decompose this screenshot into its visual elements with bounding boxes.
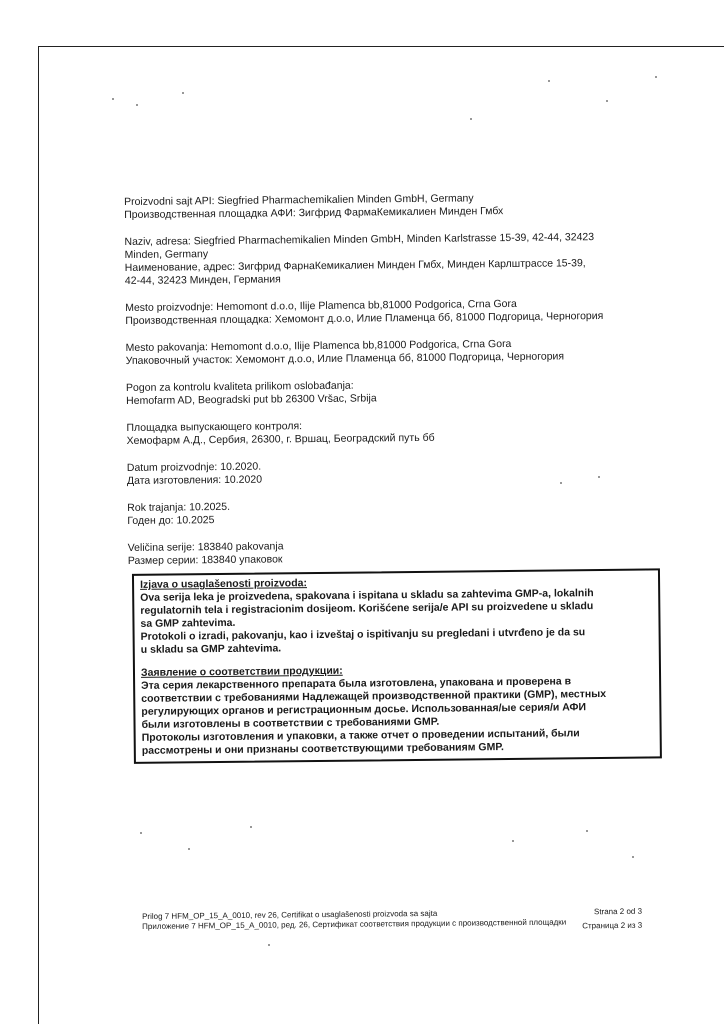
scan-speck (188, 848, 190, 850)
scan-speck (250, 826, 252, 828)
scan-speck (112, 98, 114, 100)
batch-size-sr: Veličina serije: 183840 pakovanja (127, 540, 284, 554)
page-edge-left (38, 46, 39, 1024)
statement-sr-title: Izjava o usaglašenosti proizvoda: (140, 577, 308, 591)
scan-speck (598, 476, 600, 478)
api-site-block (124, 190, 654, 222)
scan-speck (606, 100, 608, 102)
statement-ru-line: Протоколы изготовления и упаковки, а также отчет о проведении испытаний, были (141, 727, 580, 744)
qc-release-ru-block (126, 416, 656, 448)
footer-document-ref-ru: Приложение 7 HFM_OP_15_A_0010, ред. 26, Сертификат соответствия продукции с производственной площадки (142, 917, 567, 931)
statement-ru-line: были изготовлены в соответствии с требованиями GMP. (141, 715, 440, 731)
statement-ru-line: Эта серия лекарственного препарата была изготовлена, упакована и проверена в (141, 675, 572, 692)
scan-speck (548, 80, 550, 82)
qc-release-ru-value: Хемофарм А.Д., Сербия, 26300, г. Вршац, Београдский путь бб (126, 431, 435, 447)
scan-speck (136, 104, 138, 106)
batch-size-ru: Размер серии: 183840 упаковок (127, 553, 283, 567)
packaging-site-ru: Упаковочный участок: Хемомонт д.о.о, Илие Пламенца бб, 81000 Подгорица, Черногория (125, 350, 565, 367)
scan-speck (560, 482, 562, 484)
api-site-sr: Proizvodni sajt API: Siegfried Pharmachemikalien Minden GmbH, Germany (124, 192, 474, 208)
footer-page-number-ru: Страница 2 из 3 (582, 920, 643, 931)
statement-ru-title: Заявление о соответствии продукции: (140, 664, 343, 679)
qc-release-sr-block (126, 376, 656, 408)
api-address-ru-2: 42-44, 32423 Минден, Германия (124, 273, 281, 287)
scan-speck (586, 830, 588, 832)
production-date-ru: Дата изготовления: 10.2020 (126, 473, 263, 487)
statement-ru-line: регулирующих органов и регистрационным досье. Использованная/ые серия/и АФИ (141, 701, 587, 718)
packaging-site-block (126, 336, 656, 368)
page-footer (142, 907, 642, 932)
manufacturing-site-block (125, 296, 655, 328)
api-address-ru-1: Наименование, адрес: Зигфрид ФарнаКемикалиен Минден Гмбх, Минден Карлштрассе 15-39, (124, 257, 586, 274)
statement-sr-line: sa GMP zahtevima. (140, 616, 236, 630)
qc-release-sr-label: Pogon za kontrolu kvaliteta prilikom oslobađanja: (125, 379, 354, 394)
scan-speck (182, 92, 184, 94)
qc-release-ru-label: Площадка выпускающего контроля: (126, 420, 303, 434)
statement-sr-line: Protokoli o izradi, pakovanju, kao i izveštaj o ispitivanju su pregledani i utvrđeno je da su (140, 626, 586, 643)
scan-speck (632, 856, 634, 858)
scan-speck (470, 118, 472, 120)
page-edge-top (38, 46, 724, 47)
statement-sr-line: regulatornih tela i registracionim dosijeom. Korišćene serija/e API su proizvedene u skladu (140, 600, 594, 617)
api-address-block (124, 230, 655, 288)
statement-sr-line: Ova serija leka je proizvedena, spakovana i ispitana u skladu sa zahtevima GMP-a, lokalnih (140, 587, 594, 604)
conformity-statement-ru (141, 661, 654, 757)
batch-size-block (128, 536, 658, 568)
statement-sr-line: u skladu sa GMP zahtevima. (140, 642, 282, 656)
scan-speck (512, 840, 514, 842)
expiry-date-block (127, 496, 657, 528)
footer-document-ref-sr: Prilog 7 HFM_OP_15_A_0010, rev 26, Certifikat o usaglašenosti proizvoda sa sajta (142, 908, 438, 921)
conformity-statement-sr (140, 573, 653, 656)
expiry-date-sr: Rok trajanja: 10.2025. (127, 500, 231, 514)
document-body (124, 190, 660, 764)
statement-ru-line: рассмотрены и они признаны соответствующими требованиям GMP. (141, 741, 504, 757)
packaging-site-sr: Mesto pakovanja: Hemomont d.o.o, Ilije Plamenca bb,81000 Podgorica, Crna Gora (125, 337, 512, 354)
manufacturing-site-sr: Mesto proizvodnje: Hemomont d.o.o, Ilije Plamenca bb,81000 Podgorica, Crna Gora (125, 297, 517, 314)
production-date-sr: Datum proizvodnje: 10.2020. (126, 460, 262, 474)
qc-release-sr-value: Hemofarm AD, Beogradski put bb 26300 Vršac, Srbija (126, 392, 377, 407)
footer-page-number-sr: Strana 2 od 3 (593, 906, 643, 917)
statement-ru-line: соответствии с требованиями Надлежащей производственной практики (GMP), местных (141, 687, 607, 705)
expiry-date-ru: Годен до: 10.2025 (127, 514, 215, 527)
api-site-ru: Производственная площадка АФИ: Зигфрид ФармаКемикалиен Минден Гмбх (124, 205, 504, 221)
scan-speck (140, 832, 142, 834)
production-date-block (127, 456, 657, 488)
manufacturing-site-ru: Производственная площадка: Хемомонт д.о.о, Илие Пламенца бб, 81000 Подгорица, Черногория (125, 309, 604, 327)
scan-speck (655, 76, 657, 78)
api-address-sr-2: Minden, Germany (124, 248, 209, 261)
scan-speck (268, 944, 270, 946)
conformity-statement-box (132, 568, 662, 764)
api-address-sr-1: Naziv, adresa: Siegfried Pharmachemikalien Minden GmbH, Minden Karlstrasse 15-39, 42-44, 32423 (124, 231, 595, 248)
